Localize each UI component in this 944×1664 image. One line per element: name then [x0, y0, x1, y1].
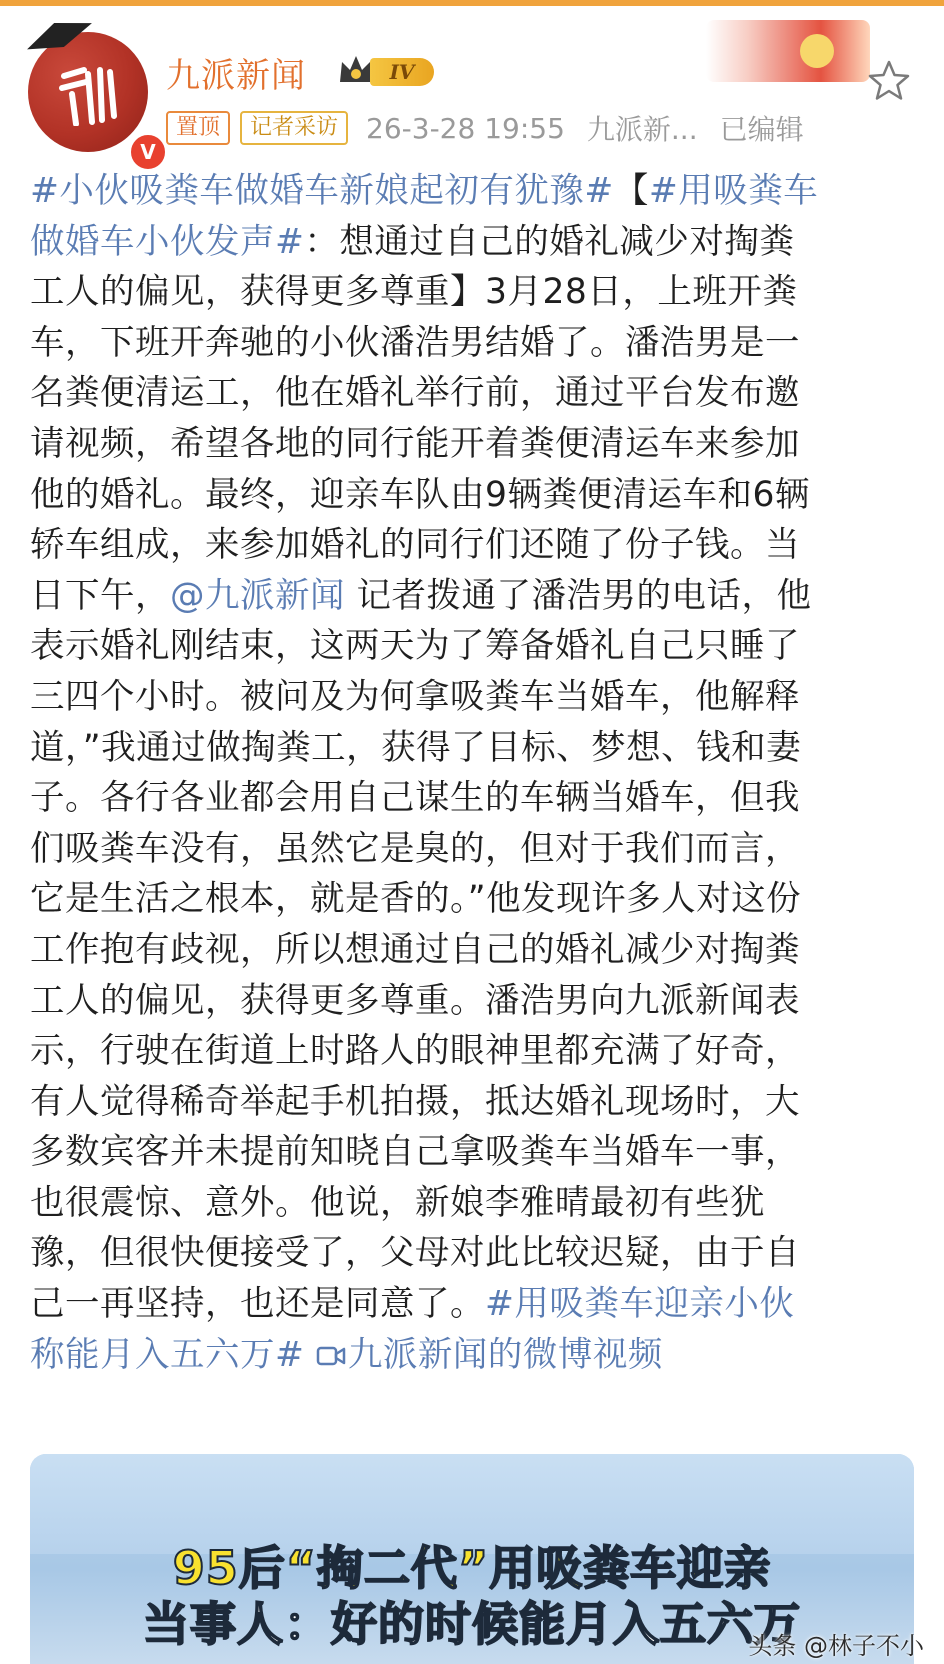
- text-line: 道，”我通过做掏粪工，获得了目标、梦想、钱和妻: [30, 727, 802, 768]
- text-line: 有人觉得稀奇举起手机拍摄，抵达婚礼现场时，大: [30, 1081, 800, 1122]
- pinned-tag: 置顶: [166, 111, 230, 145]
- text-line: 也很震惊、意外。他说，新娘李雅晴最初有些犹: [30, 1182, 765, 1223]
- text-line: [30, 571, 914, 622]
- graduation-cap-icon: [22, 10, 97, 60]
- text-line: 们吸粪车没有，虽然它是臭的，但对于我们而言，: [30, 828, 800, 869]
- text-fragment: 己一再坚持，也还是同意了。: [30, 1284, 485, 1325]
- video-icon: [316, 1343, 346, 1369]
- text-line: 工人的偏见，获得更多尊重。潘浩男向九派新闻表: [30, 980, 800, 1021]
- post-meta: [166, 110, 804, 146]
- watermark: 头条 @林子不小: [748, 1632, 924, 1660]
- star-icon[interactable]: [866, 58, 912, 104]
- brand-logo-icon: [58, 64, 120, 126]
- text-line: 多数宾客并未提前知晓自己拿吸粪车当婚车一事，: [30, 1132, 800, 1173]
- text-fragment: 【: [613, 171, 649, 211]
- decorative-banner: [706, 20, 870, 82]
- verified-badge: V: [128, 132, 168, 172]
- avatar[interactable]: [28, 32, 156, 164]
- text-fragment: 日下午，: [30, 575, 170, 616]
- level-badge: IV: [370, 58, 434, 86]
- text-fragment: ：想通过自己的婚礼减少对掏粪: [304, 221, 795, 262]
- text-line: 名粪便清运工，他在婚礼举行前，通过平台发布邀: [30, 373, 800, 414]
- text-fragment: 记者拨通了潘浩男的电话，他: [345, 575, 812, 616]
- text-line: [30, 166, 914, 217]
- username[interactable]: 九派新闻: [166, 56, 306, 96]
- post-timestamp: 26-3-28 19:55: [366, 111, 565, 145]
- video-caption-2: 当事人：好的时候能月入五六万: [143, 1597, 801, 1651]
- topic-link[interactable]: #小伙吸粪车做婚车新娘起初有犹豫#: [30, 171, 614, 211]
- interview-tag: 记者采访: [240, 111, 348, 145]
- text-line: 表示婚礼刚结束，这两天为了筹备婚礼自己只睡了: [30, 626, 800, 667]
- text-line: 示，行驶在街道上时路人的眼神里都充满了好奇，: [30, 1031, 800, 1072]
- text-line: 豫，但很快便接受了，父母对此比较迟疑，由于自: [30, 1233, 800, 1274]
- text-line: 请视频，希望各地的同行能开着粪便清运车来参加: [30, 423, 800, 464]
- emblem-icon: [800, 34, 834, 68]
- text-line: 三四个小时。被问及为何拿吸粪车当婚车，他解释: [30, 676, 800, 717]
- text-line: 它是生活之根本，就是香的。”他发现许多人对这份: [30, 879, 802, 920]
- video-caption-1: 95后“掏二代”用吸粪车迎亲: [172, 1541, 772, 1595]
- text-fragment: [304, 1335, 315, 1375]
- edited-label[interactable]: 已编辑: [719, 113, 804, 146]
- mention-link[interactable]: @九派新闻: [170, 575, 345, 616]
- text-line: 工人的偏见，获得更多尊重】3月28日，上班开粪: [30, 272, 798, 313]
- topic-link[interactable]: #用吸粪车: [648, 171, 819, 211]
- text-line: 子。各行各业都会用自己谋生的车辆当婚车，但我: [30, 778, 800, 819]
- post-header: [0, 6, 944, 164]
- text-line: [30, 1330, 914, 1381]
- topic-link[interactable]: 做婚车小伙发声#: [30, 221, 305, 262]
- video-link[interactable]: [316, 1335, 663, 1375]
- topic-link[interactable]: #用吸粪车迎亲小伙: [485, 1284, 795, 1325]
- text-line: 轿车组成，来参加婚礼的同行们还随了份子钱。当: [30, 525, 800, 566]
- text-line: 工作抱有歧视，所以想通过自己的婚礼减少对掏粪: [30, 929, 800, 970]
- text-line: [30, 1279, 914, 1330]
- text-line: 他的婚礼。最终，迎亲车队由9辆粪便清运车和6辆: [30, 474, 810, 515]
- text-line: 车，下班开奔驰的小伙潘浩男结婚了。潘浩男是一: [30, 322, 800, 363]
- text-line: [30, 217, 914, 268]
- post-source[interactable]: 九派新...: [586, 113, 698, 146]
- topic-link[interactable]: 称能月入五六万#: [30, 1334, 305, 1375]
- post-body: [30, 166, 914, 1380]
- video-link-label: 九派新闻的微博视频: [347, 1334, 663, 1375]
